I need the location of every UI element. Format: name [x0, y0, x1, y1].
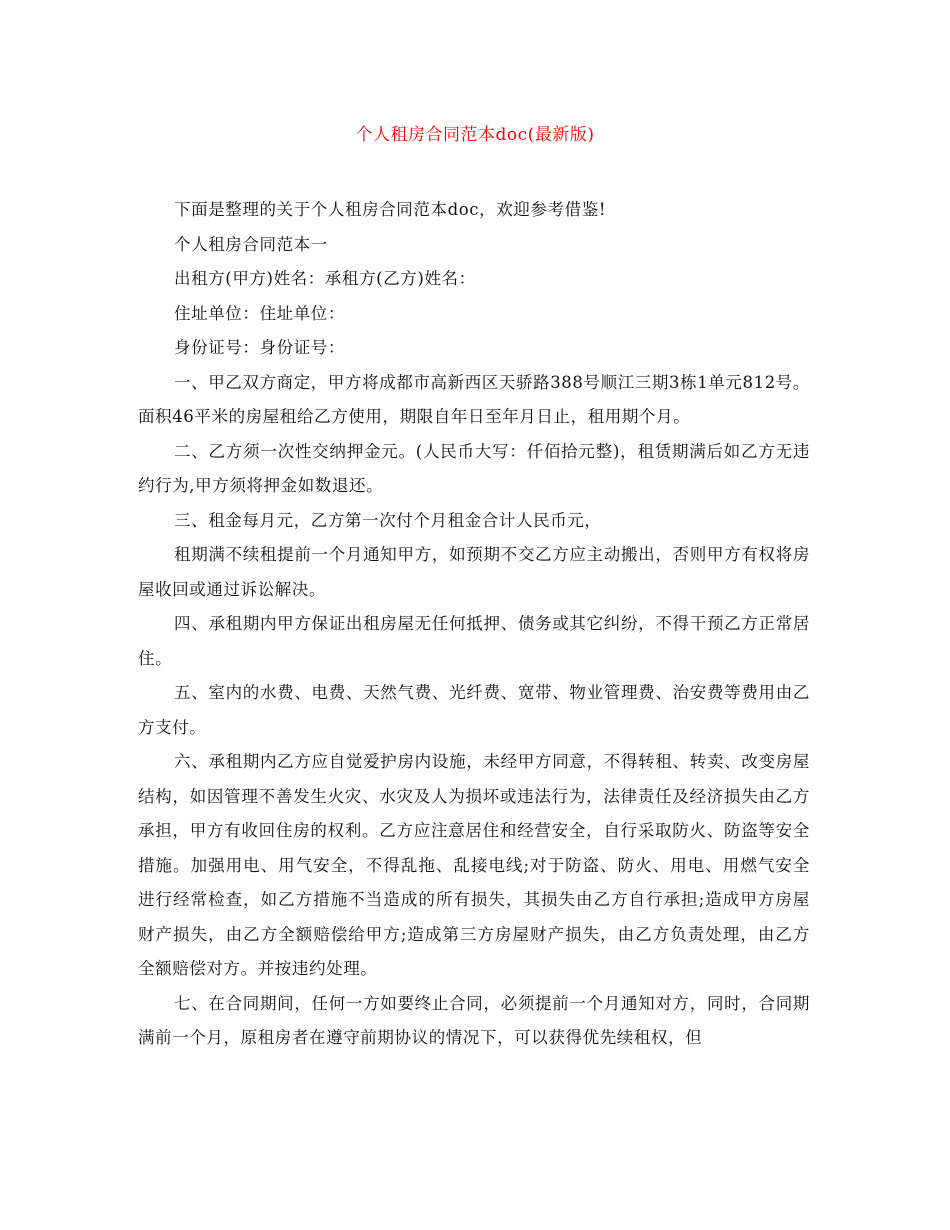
paragraph-heading: 个人租房合同范本一 — [174, 234, 328, 254]
paragraph-party-address: 住址单位：住址单位： — [174, 303, 345, 323]
paragraph-clause-6: 六、承租期内乙方应自觉爱护房内设施，未经甲方同意，不得转租、转卖、改变房屋结构，如因管理不善发生火灾、水灾及人为损坏或违法行为，法律责任及经济损失由乙方承担，甲方有收回住房的权利。乙方应注意居住和经营安全，自行采取防火、防盗等安全措施。加强用电、用气安全，不得乱拖、乱接电线;对于防盗、防火、用电、用燃气安全进行经常检查，如乙方措施不当造成的所有损失，其损失由乙方自行承担;造成甲方房屋财产损失，由乙方全额赔偿给甲方;造成第三方房屋财产损失，由乙方负责处理，由乙方全额赔偿对方。并按违约处理。 — [138, 752, 810, 978]
paragraph-clause-1: 一、甲乙双方商定，甲方将成都市高新西区天骄路388号顺江三期3栋1单元812号。面积46平米的房屋租给乙方使用，期限自年日至年月日止，租用期个月。 — [138, 372, 810, 426]
document-body — [138, 193, 810, 1056]
paragraph-clause-7: 七、在合同期间，任何一方如要终止合同，必须提前一个月通知对方，同时，合同期满前一个月，原租房者在遵守前期协议的情况下，可以获得优先续租权，但 — [138, 993, 810, 1047]
paragraph-clause-4: 四、承租期内甲方保证出租房屋无任何抵押、债务或其它纠纷，不得干预乙方正常居住。 — [138, 614, 810, 668]
paragraph-clause-3-continued: 租期满不续租提前一个月通知甲方，如预期不交乙方应主动搬出，否则甲方有权将房屋收回或通过诉讼解决。 — [138, 545, 810, 599]
paragraph-party-names: 出租方(甲方)姓名：承租方(乙方)姓名： — [174, 269, 476, 288]
paragraph-intro: 下面是整理的关于个人租房合同范本doc，欢迎参考借鉴! — [174, 200, 607, 219]
paragraph-clause-3: 三、租金每月元，乙方第一次付个月租金合计人民币元， — [174, 510, 602, 530]
document-title: 个人租房合同范本doc(最新版) — [355, 125, 595, 145]
paragraph-clause-2: 二、乙方须一次性交纳押金元。(人民币大写：仟佰拾元整)，租赁期满后如乙方无违约行为,甲方须将押金如数退还。 — [138, 441, 810, 495]
paragraph-party-id: 身份证号：身份证号： — [174, 338, 345, 357]
paragraph-clause-5: 五、室内的水费、电费、天然气费、光纤费、宽带、物业管理费、治安费等费用由乙方支付。 — [138, 683, 810, 737]
